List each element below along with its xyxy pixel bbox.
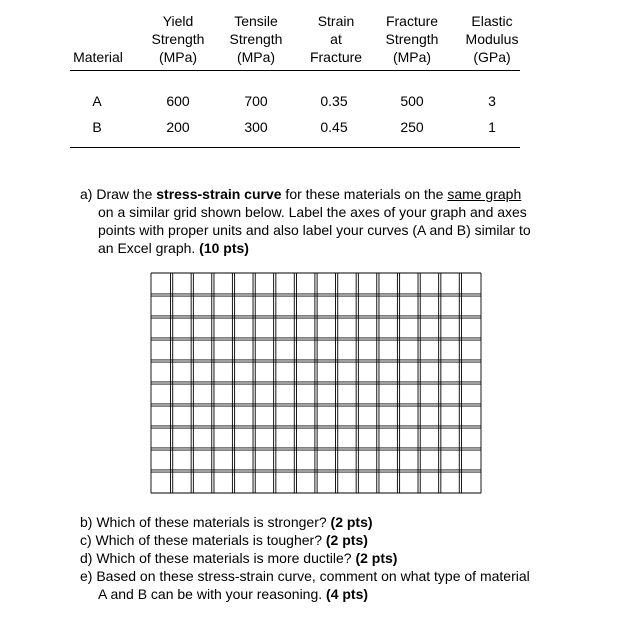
cell-material: B bbox=[92, 119, 102, 135]
header-yield-strength: Yield Strength (MPa) bbox=[151, 13, 205, 65]
question-d: d) Which of these materials is more ductile? (2 pts) bbox=[80, 550, 398, 566]
cell-yield: 200 bbox=[166, 119, 190, 135]
cell-material: A bbox=[92, 93, 102, 109]
question-list bbox=[80, 513, 530, 603]
cell-elastic: 3 bbox=[488, 93, 496, 109]
question-e: e) Based on these stress-strain curve, comment on what type of material bbox=[80, 568, 530, 584]
cell-tensile: 700 bbox=[244, 93, 268, 109]
cell-yield: 600 bbox=[166, 93, 190, 109]
question-e-continued: A and B can be with your reasoning. (4 pts) bbox=[98, 586, 369, 602]
cell-fracture: 500 bbox=[400, 93, 424, 109]
header-tensile-strength: Tensile Strength (MPa) bbox=[229, 13, 283, 65]
question-a-line-3: points with proper units and also label your curves (A and B) similar to bbox=[98, 222, 531, 238]
question-a-line-4: an Excel graph. (10 pts) bbox=[98, 240, 249, 256]
cell-fracture: 250 bbox=[400, 119, 424, 135]
cell-strain: 0.45 bbox=[320, 119, 348, 135]
table-bottom-rule bbox=[70, 147, 520, 148]
question-c: c) Which of these materials is tougher? (2 pts) bbox=[80, 532, 368, 548]
graph-grid bbox=[150, 272, 482, 494]
header-material: Material bbox=[73, 49, 123, 65]
question-a bbox=[80, 185, 580, 257]
header-strain-at-fracture: Strain at Fracture bbox=[309, 13, 363, 65]
question-a-line-1: a) Draw the stress-strain curve for these materials on the same graph bbox=[80, 186, 522, 202]
header-fracture-strength: Fracture Strength (MPa) bbox=[385, 13, 439, 65]
question-a-line-2: on a similar grid shown below. Label the axes of your graph and axes bbox=[98, 204, 527, 220]
table-header-rule bbox=[70, 70, 520, 71]
cell-tensile: 300 bbox=[244, 119, 268, 135]
header-elastic-modulus: Elastic Modulus (GPa) bbox=[465, 13, 519, 65]
question-b: b) Which of these materials is stronger? (2 pts) bbox=[80, 514, 373, 530]
cell-elastic: 1 bbox=[488, 119, 496, 135]
cell-strain: 0.35 bbox=[320, 93, 348, 109]
